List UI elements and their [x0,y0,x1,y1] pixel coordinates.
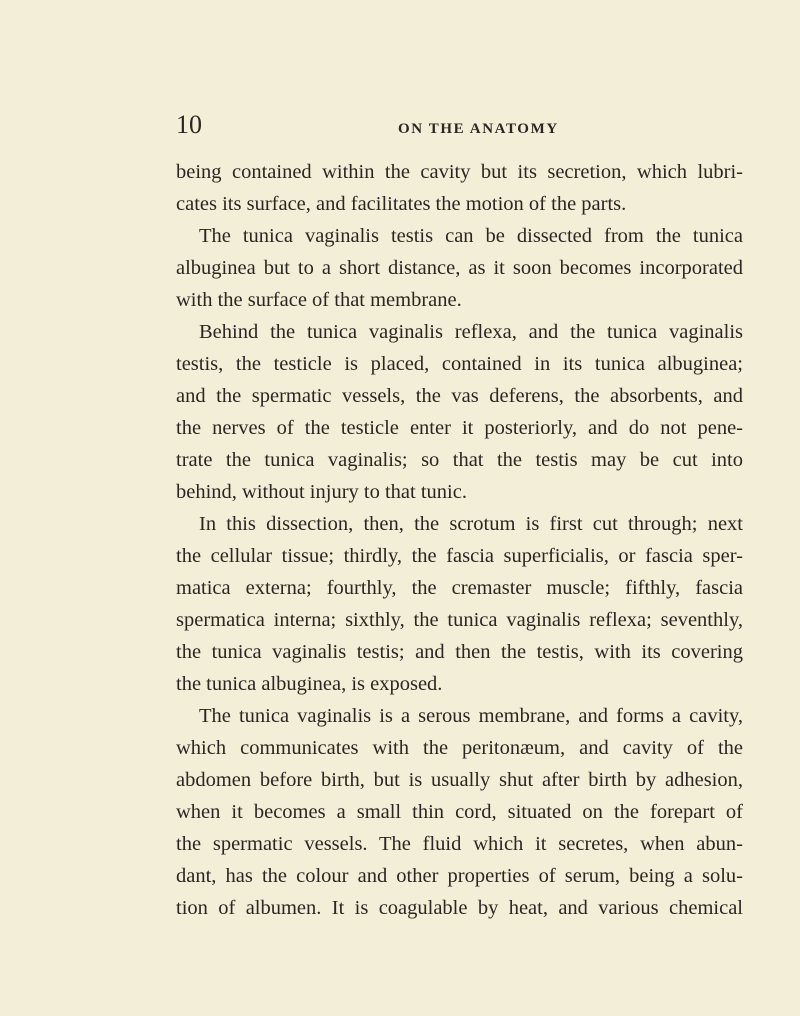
text-line: the cellular tissue; thirdly, the fascia superficialis, or fascia sper- [176,545,743,567]
page-number: 10 [176,110,202,139]
text-line: testis, the testicle is placed, contained in its tunica albuginea; [176,353,743,375]
text-line: being contained within the cavity but its secretion, which lubri- [176,161,743,183]
text-line: trate the tunica vaginalis; so that the testis may be cut into [176,449,743,471]
text-line: In this dissection, then, the scrotum is first cut through; next [199,513,743,535]
text-line: when it becomes a small thin cord, situated on the forepart of [176,801,743,823]
text-line: the nerves of the testicle enter it posteriorly, and do not pene- [176,417,743,439]
text-line: cates its surface, and facilitates the motion of the parts. [176,193,627,215]
text-line: albuginea but to a short distance, as it soon becomes incorporated [176,257,743,279]
text-line: matica externa; fourthly, the cremaster muscle; fifthly, fascia [176,577,743,599]
running-head: ON THE ANATOMY [398,121,559,137]
text-line: spermatica interna; sixthly, the tunica vaginalis reflexa; seventhly, [176,609,743,631]
text-line: dant, has the colour and other properties of serum, being a solu- [176,865,743,887]
text-line: The tunica vaginalis is a serous membrane, and forms a cavity, [199,705,743,727]
text-line: which communicates with the peritonæum, and cavity of the [176,737,743,759]
text-line: Behind the tunica vaginalis reflexa, and the tunica vaginalis [199,321,743,343]
text-line: the tunica albuginea, is exposed. [176,673,443,695]
text-line: and the spermatic vessels, the vas deferens, the absorbents, and [176,385,743,407]
text-line: with the surface of that membrane. [176,289,462,311]
text-line: the spermatic vessels. The fluid which it secretes, when abun- [176,833,743,855]
page-header [176,112,744,142]
text-line: behind, without injury to that tunic. [176,481,467,503]
text-line: abdomen before birth, but is usually shut after birth by adhesion, [176,769,743,791]
text-line: the tunica vaginalis testis; and then the testis, with its covering [176,641,743,663]
text-line: tion of albumen. It is coagulable by heat, and various chemical [176,897,743,919]
text-line: The tunica vaginalis testis can be dissected from the tunica [199,225,743,247]
